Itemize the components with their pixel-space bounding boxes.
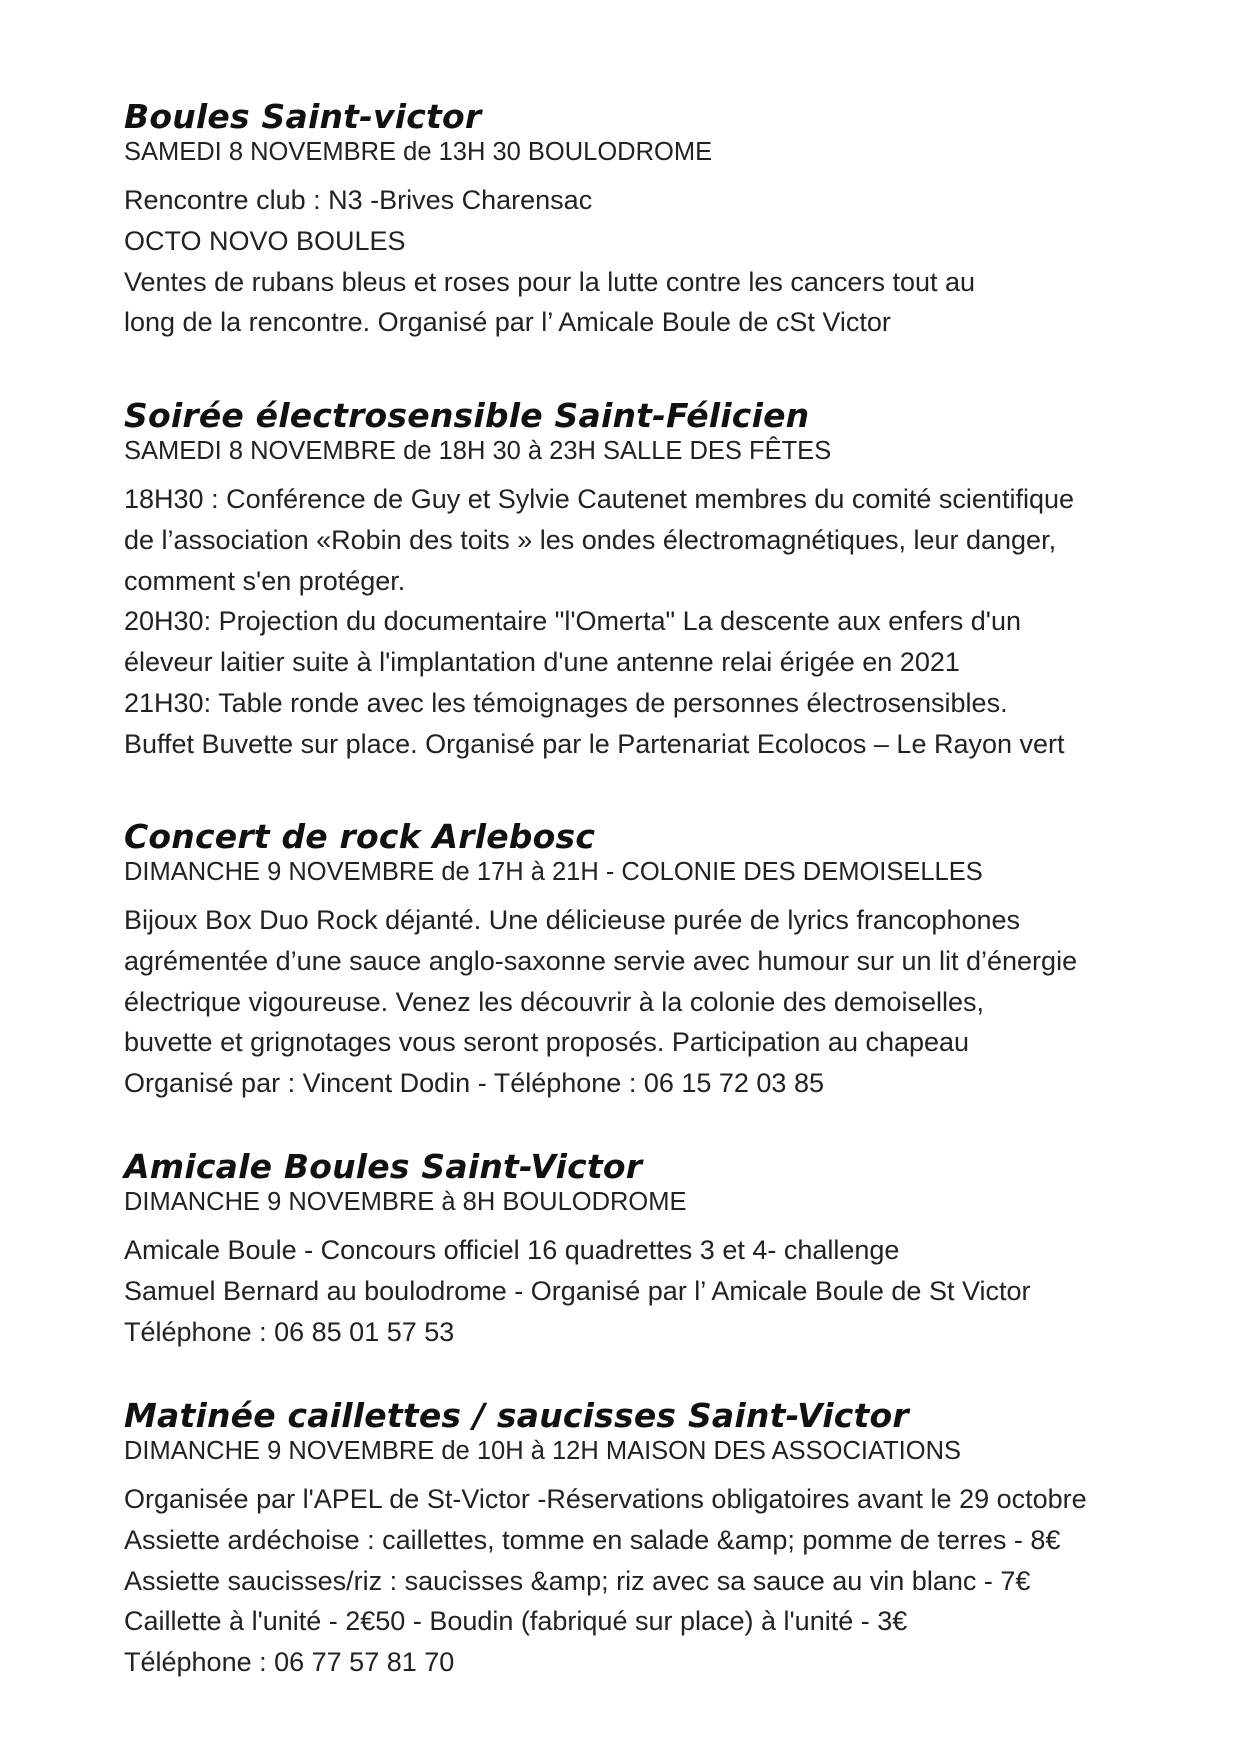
event-description <box>124 1479 1204 1683</box>
description-line: Ventes de rubans bleus et roses pour la lutte contre les cancers tout au <box>124 266 976 297</box>
event-date-location: SAMEDI 8 NOVEMBRE de 18H 30 à 23H SALLE DES FÊTES <box>124 437 832 465</box>
event-description <box>124 180 1204 343</box>
description-line: Buffet Buvette sur place. Organisé par le Partenariat Ecolocos – Le Rayon vert <box>124 728 1065 759</box>
description-line: OCTO NOVO BOULES <box>124 225 406 256</box>
description-line: Téléphone : 06 77 57 81 70 <box>124 1647 455 1678</box>
description-line: Amicale Boule - Concours officiel 16 quadrettes 3 et 4- challenge <box>124 1235 900 1265</box>
event-soiree-electrosensible <box>124 396 1204 765</box>
event-amicale-boules <box>124 1147 1204 1352</box>
description-line: buvette et grignotages vous seront proposés. Participation au chapeau <box>124 1027 970 1058</box>
event-title: Concert de rock Arlebosc <box>124 817 596 856</box>
description-line: de l’association «Robin des toits » les ondes électromagnétiques, leur danger, <box>124 524 1057 555</box>
description-line: éleveur laitier suite à l'implantation d'une antenne relai érigée en 2021 <box>124 647 960 678</box>
description-line: long de la rencontre. Organisé par l’ Amicale Boule de cSt Victor <box>124 307 891 338</box>
event-title: Boules Saint-victor <box>124 97 482 136</box>
event-boules-saint-victor <box>124 97 1204 343</box>
description-line: Organisé par : Vincent Dodin - Téléphone : 06 15 72 03 85 <box>124 1068 824 1099</box>
description-line: Bijoux Box Duo Rock déjanté. Une délicieuse purée de lyrics francophones <box>124 905 1021 935</box>
event-date-location: DIMANCHE 9 NOVEMBRE à 8H BOULODROME <box>124 1188 687 1216</box>
description-line: agrémentée d’une sauce anglo-saxonne servie avec humour sur un lit d’énergie <box>124 945 1078 976</box>
event-description <box>124 479 1204 765</box>
event-description <box>124 900 1204 1104</box>
description-line: comment s'en protéger. <box>124 565 406 596</box>
description-line: Samuel Bernard au boulodrome - Organisé par l’ Amicale Boule de St Victor <box>124 1275 1031 1306</box>
event-date-location: DIMANCHE 9 NOVEMBRE de 10H à 12H MAISON DES ASSOCIATIONS <box>124 1437 962 1465</box>
event-description <box>124 1230 1204 1352</box>
description-line: 21H30: Table ronde avec les témoignages de personnes électrosensibles. <box>124 687 1008 718</box>
description-line: électrique vigoureuse. Venez les découvrir à la colonie des demoiselles, <box>124 986 984 1017</box>
description-line: Caillette à l'unité - 2€50 - Boudin (fabriqué sur place) à l'unité - 3€ <box>124 1606 908 1637</box>
description-line: Rencontre club : N3 -Brives Charensac <box>124 185 593 215</box>
description-line: Assiette saucisses/riz : saucisses &amp; riz avec sa sauce au vin blanc - 7€ <box>124 1565 1031 1596</box>
event-title: Matinée caillettes / saucisses Saint-Victor <box>124 1396 909 1435</box>
description-line: 20H30: Projection du documentaire "l'Omerta" La descente aux enfers d'un <box>124 606 1021 637</box>
event-date-location: DIMANCHE 9 NOVEMBRE de 17H à 21H - COLONIE DES DEMOISELLES <box>124 858 983 886</box>
event-date-location: SAMEDI 8 NOVEMBRE de 13H 30 BOULODROME <box>124 138 713 166</box>
event-matinee-caillettes <box>124 1396 1204 1683</box>
description-line: Assiette ardéchoise : caillettes, tomme en salade &amp; pomme de terres - 8€ <box>124 1524 1061 1555</box>
description-line: Téléphone : 06 85 01 57 53 <box>124 1316 455 1347</box>
event-title: Soirée électrosensible Saint-Félicien <box>124 396 810 435</box>
event-title: Amicale Boules Saint-Victor <box>124 1147 643 1186</box>
description-line: 18H30 : Conférence de Guy et Sylvie Cautenet membres du comité scientifique <box>124 484 1074 514</box>
description-line: Organisée par l'APEL de St-Victor -Réservations obligatoires avant le 29 octobre <box>124 1484 1087 1514</box>
event-concert-rock-arlebosc <box>124 817 1204 1104</box>
